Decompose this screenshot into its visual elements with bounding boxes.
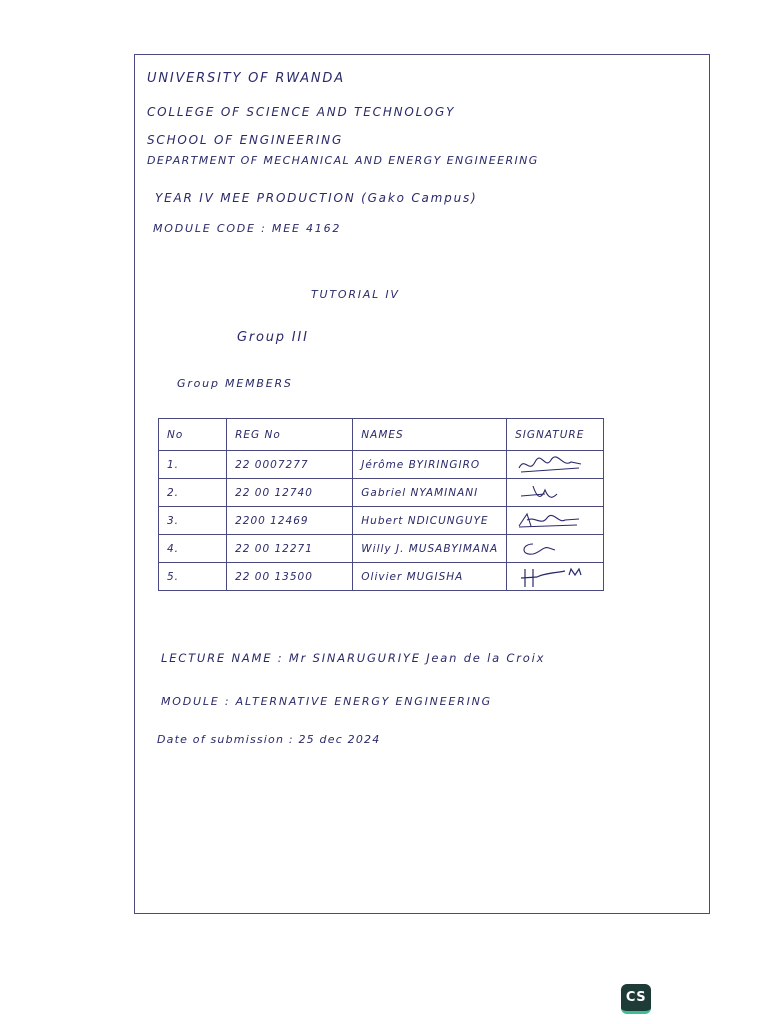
table-row	[159, 479, 604, 507]
college-line: COLLEGE OF SCIENCE AND TECHNOLOGY	[147, 105, 456, 119]
signature-mark	[515, 565, 589, 589]
row-reg-number: 22 00 12740	[227, 479, 353, 507]
signature-mark	[515, 482, 585, 504]
row-number: 1.	[159, 451, 227, 479]
row-number: 2.	[159, 479, 227, 507]
row-name: Gabriel NYAMINANI	[353, 479, 507, 507]
module-line: MODULE : ALTERNATIVE ENERGY ENGINEERING	[161, 695, 492, 708]
table-row	[159, 535, 604, 563]
signature-mark	[515, 510, 585, 532]
school-line: SCHOOL OF ENGINEERING	[147, 133, 344, 147]
row-signature	[507, 451, 604, 479]
camscanner-logo-icon: CS	[621, 984, 651, 1014]
table-row	[159, 451, 604, 479]
row-signature	[507, 535, 604, 563]
row-name: Jérôme BYIRINGIRO	[353, 451, 507, 479]
row-name: Willy J. MUSABYIMANA	[353, 535, 507, 563]
header-names: NAMES	[353, 419, 507, 451]
department-line: DEPARTMENT OF MECHANICAL AND ENERGY ENGINEERING	[147, 154, 539, 167]
row-reg-number: 22 0007277	[227, 451, 353, 479]
row-name: Olivier MUGISHA	[353, 563, 507, 591]
group-members-table	[158, 418, 604, 591]
signature-mark	[515, 538, 585, 560]
row-reg-number: 22 00 12271	[227, 535, 353, 563]
group-title: Group III	[237, 330, 309, 345]
table-header-row	[159, 419, 604, 451]
submission-date-line: Date of submission : 25 dec 2024	[157, 733, 381, 746]
header-signature: SIGNATURE	[507, 419, 604, 451]
row-number: 4.	[159, 535, 227, 563]
row-number: 3.	[159, 507, 227, 535]
header-no: No	[159, 419, 227, 451]
table-row	[159, 507, 604, 535]
group-members-label: Group MEMBERS	[177, 377, 293, 390]
row-signature	[507, 563, 604, 591]
signature-mark	[515, 454, 585, 476]
row-reg-number: 22 00 13500	[227, 563, 353, 591]
row-number: 5.	[159, 563, 227, 591]
tutorial-title: TUTORIAL IV	[311, 288, 400, 301]
year-line: YEAR IV MEE PRODUCTION (Gako Campus)	[155, 191, 478, 205]
document-page	[134, 54, 710, 914]
row-signature	[507, 507, 604, 535]
row-signature	[507, 479, 604, 507]
header-reg-no: REG No	[227, 419, 353, 451]
university-line: UNIVERSITY OF RWANDA	[147, 71, 345, 86]
module-code-line: MODULE CODE : MEE 4162	[153, 222, 342, 235]
lecturer-line: LECTURE NAME : Mr SINARUGURIYE Jean de la Croix	[161, 651, 546, 665]
row-reg-number: 2200 12469	[227, 507, 353, 535]
row-name: Hubert NDICUNGUYE	[353, 507, 507, 535]
table-row	[159, 563, 604, 591]
